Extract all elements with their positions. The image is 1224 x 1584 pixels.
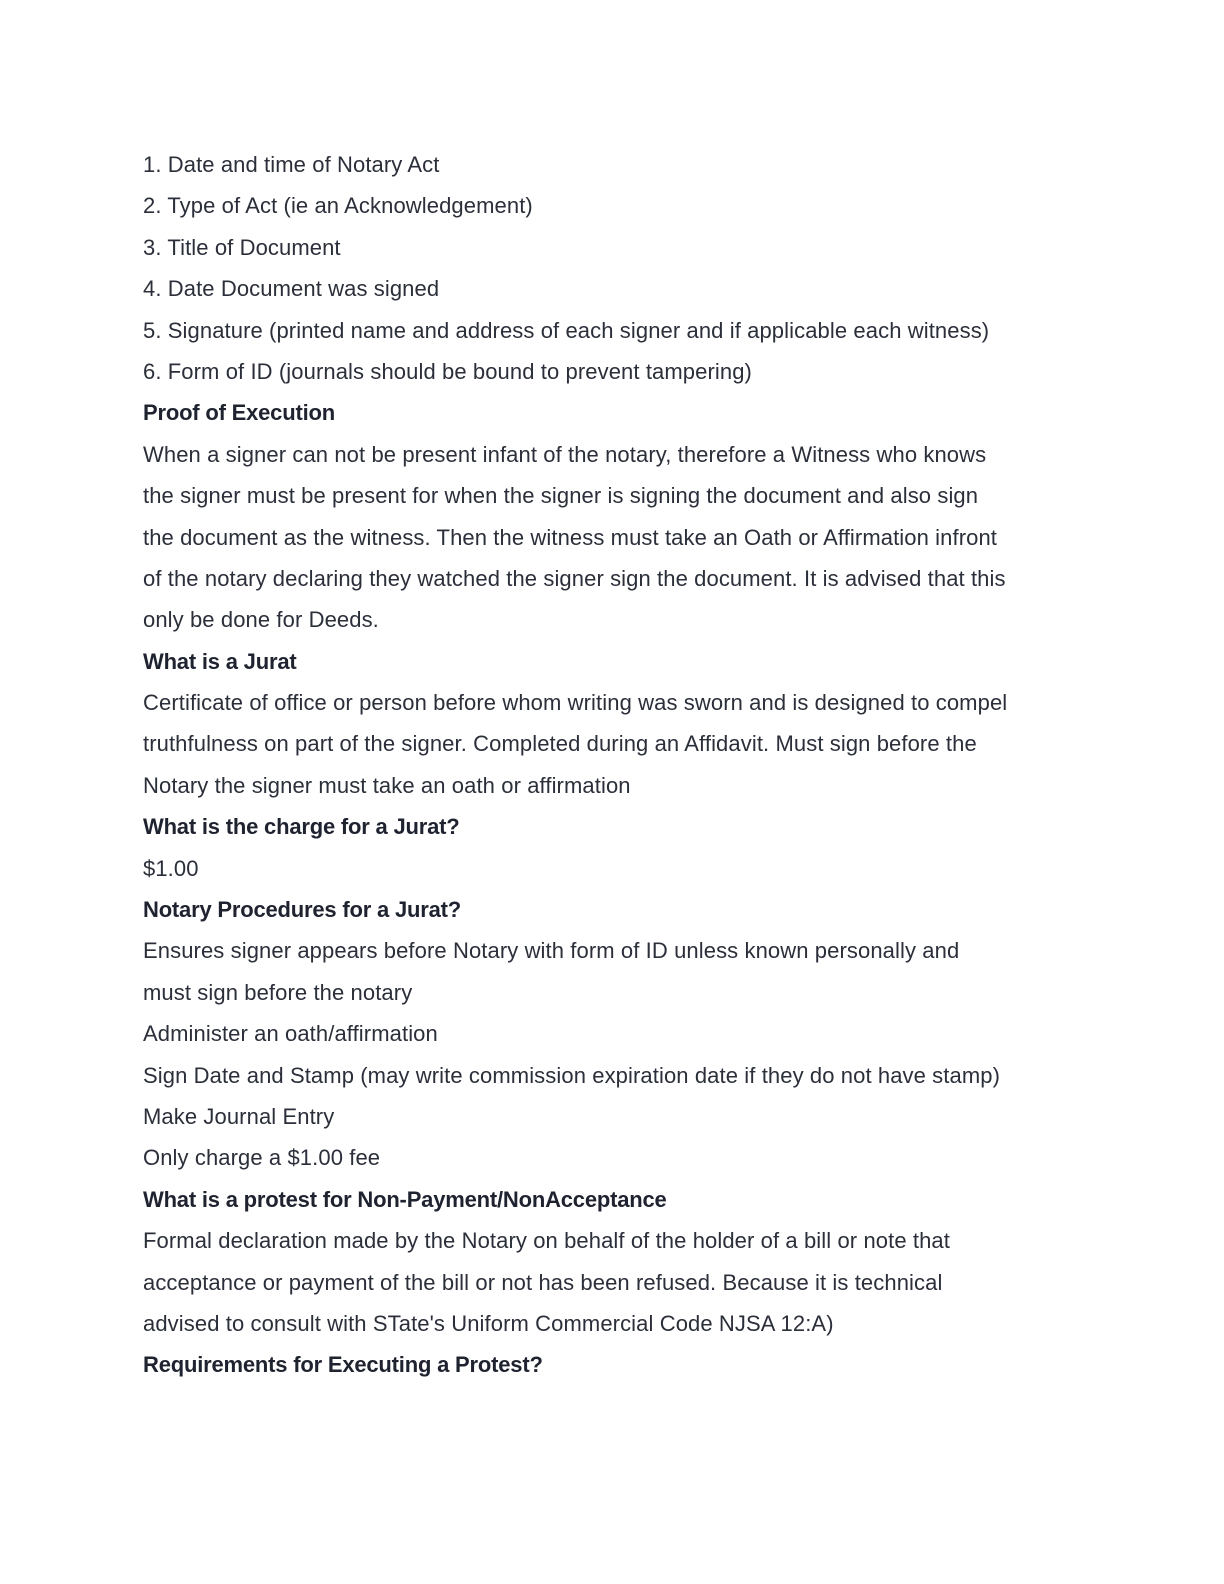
proof-of-execution-heading: Proof of Execution bbox=[143, 400, 335, 426]
paragraph-line: truthfulness on part of the signer. Completed during an Affidavit. Must sign before the bbox=[143, 731, 977, 757]
jurat-procedures-heading: Notary Procedures for a Jurat? bbox=[143, 897, 461, 923]
protest-heading: What is a protest for Non-Payment/NonAcceptance bbox=[143, 1186, 667, 1212]
paragraph-line: When a signer can not be present infant of the notary, therefore a Witness who knows bbox=[143, 441, 987, 467]
list-item: 6. Form of ID (journals should be bound to prevent tampering) bbox=[143, 358, 752, 384]
document-page bbox=[143, 144, 1083, 1386]
list-item: 5. Signature (printed name and address of each signer and if applicable each witness) bbox=[143, 317, 990, 343]
paragraph-line: Notary the signer must take an oath or affirmation bbox=[143, 772, 631, 798]
protest-requirements-heading: Requirements for Executing a Protest? bbox=[143, 1352, 543, 1378]
paragraph-line: only be done for Deeds. bbox=[143, 607, 379, 633]
paragraph-line: Make Journal Entry bbox=[143, 1103, 335, 1129]
paragraph-line: the signer must be present for when the signer is signing the document and also sign bbox=[143, 483, 979, 509]
paragraph-line: Sign Date and Stamp (may write commission expiration date if they do not have stamp) bbox=[143, 1062, 1001, 1088]
jurat-charge-heading: What is the charge for a Jurat? bbox=[143, 814, 460, 840]
paragraph-line: Only charge a $1.00 fee bbox=[143, 1145, 381, 1171]
jurat-charge-value: $1.00 bbox=[143, 855, 199, 881]
list-item: 2. Type of Act (ie an Acknowledgement) bbox=[143, 193, 533, 219]
paragraph-line: Formal declaration made by the Notary on behalf of the holder of a bill or note that bbox=[143, 1228, 950, 1254]
list-item: 3. Title of Document bbox=[143, 234, 341, 260]
paragraph-line: of the notary declaring they watched the signer sign the document. It is advised that this bbox=[143, 565, 1006, 591]
list-item: 4. Date Document was signed bbox=[143, 276, 440, 302]
paragraph-line: Administer an oath/affirmation bbox=[143, 1021, 438, 1047]
jurat-heading: What is a Jurat bbox=[143, 648, 297, 674]
paragraph-line: Ensures signer appears before Notary with form of ID unless known personally and bbox=[143, 938, 960, 964]
paragraph-line: must sign before the notary bbox=[143, 979, 413, 1005]
list-item: 1. Date and time of Notary Act bbox=[143, 152, 440, 177]
paragraph-line: the document as the witness. Then the witness must take an Oath or Affirmation infront bbox=[143, 524, 998, 550]
paragraph-line: advised to consult with STate's Uniform Commercial Code NJSA 12:A) bbox=[143, 1310, 834, 1336]
paragraph-line: acceptance or payment of the bill or not has been refused. Because it is technical bbox=[143, 1269, 943, 1295]
paragraph-line: Certificate of office or person before whom writing was sworn and is designed to compel bbox=[143, 690, 1008, 716]
